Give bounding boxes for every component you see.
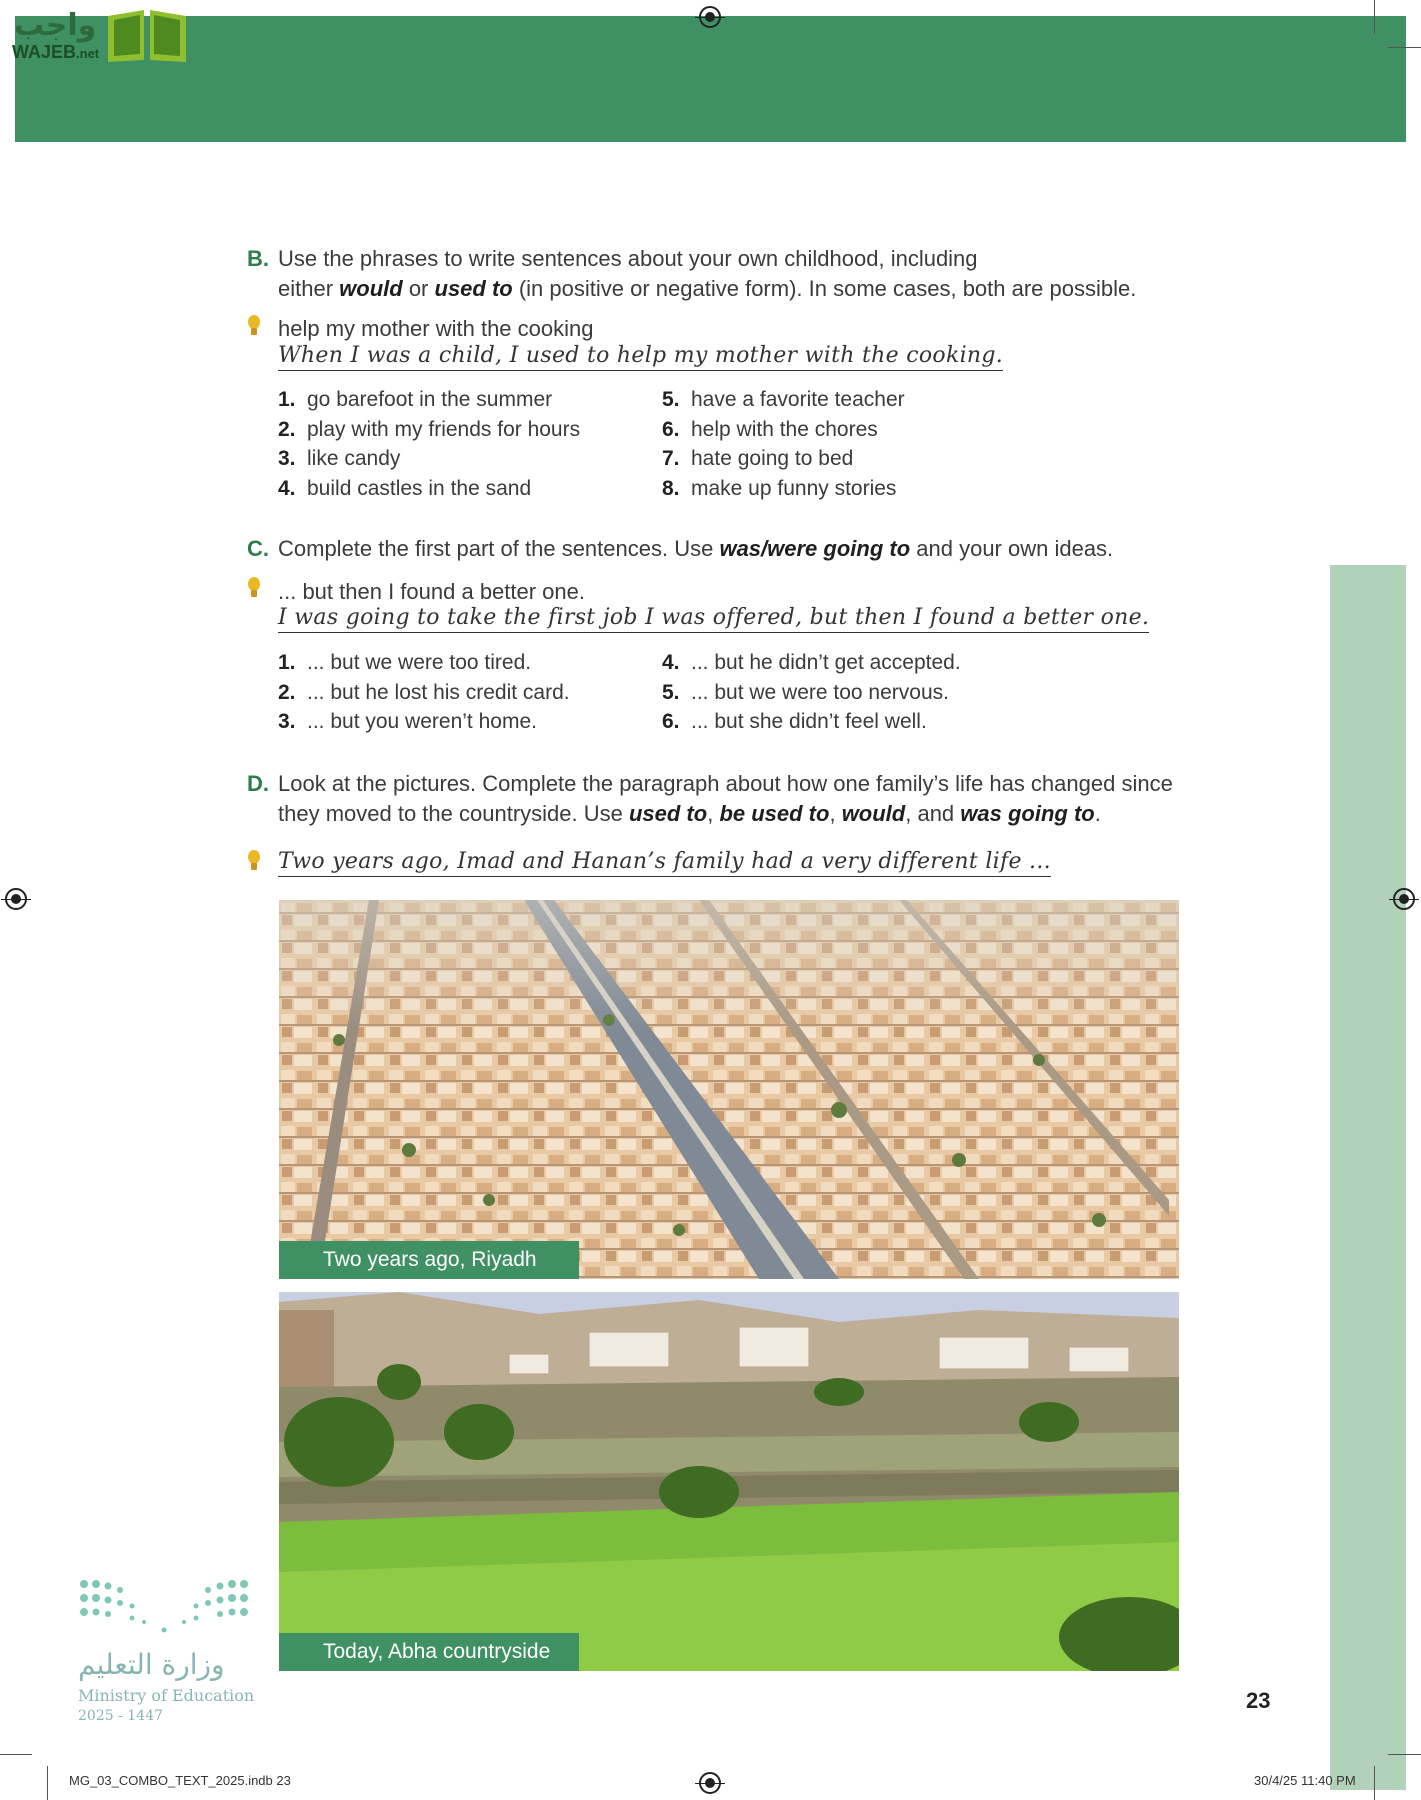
photo-caption: Two years ago, Riyadh <box>279 1241 579 1279</box>
exercise-b-example-answer: When I was a child, I used to help my mother with the cooking. <box>278 343 1003 371</box>
exercise-d-example-answer: Two years ago, Imad and Hanan’s family had a very different life ... <box>278 849 1051 877</box>
exercise-c-example-prompt: ... but then I found a better one. <box>278 579 586 604</box>
ministry-name-arabic: وزارة التعليم <box>78 1648 225 1681</box>
list-item: 4. ... but he didn’t get accepted. <box>662 651 961 674</box>
list-item: 2. play with my friends for hours <box>278 417 581 441</box>
list-item: 7. hate going to bed <box>662 447 854 470</box>
exercise-c-letter: C. <box>247 536 269 561</box>
city-aerial-image <box>279 900 1179 1279</box>
ministry-dots-logo-icon <box>78 1578 250 1636</box>
list-item: 6. help with the chores <box>662 417 878 441</box>
riyadh-city-photo <box>279 900 1179 1279</box>
registration-mark-icon <box>699 6 721 28</box>
lightbulb-icon <box>247 315 261 337</box>
crop-mark <box>0 1754 32 1755</box>
slug-date: 30/4/25 11:40 PM <box>1254 1773 1356 1788</box>
logo-wordmark: WAJEB.net <box>12 42 100 62</box>
logo-arabic: واجب <box>14 8 97 43</box>
list-item: 4. build castles in the sand <box>278 476 532 500</box>
exercise-c-example-answer: I was going to take the first job I was offered, but then I found a better one. <box>278 605 1149 633</box>
registration-mark-icon <box>1393 888 1415 910</box>
crop-mark <box>1374 1766 1375 1800</box>
exercise-c-instructions: C. Complete the first part of the sentences. Use was/were going to and your own ideas. <box>247 534 1207 564</box>
countryside-image <box>279 1292 1179 1671</box>
crop-mark <box>1388 1754 1421 1755</box>
abha-countryside-photo <box>279 1292 1179 1671</box>
exercise-d-letter: D. <box>247 771 269 796</box>
exercise-b-list-right <box>662 385 905 503</box>
list-item: 1. ... but we were too tired. <box>278 651 532 674</box>
list-item: 8. make up funny stories <box>662 476 897 500</box>
exercise-b-instructions: B. Use the phrases to write sentences about your own childhood, including either would or used to (in positive or negative form). In some cases, both are possible. <box>247 246 1137 301</box>
header-band <box>15 16 1406 142</box>
registration-mark-icon <box>699 1772 721 1794</box>
exercise-b-list-left <box>278 385 580 503</box>
slug-file-name: MG_03_COMBO_TEXT_2025.indb 23 <box>69 1773 291 1788</box>
list-item: 5. ... but we were too nervous. <box>662 680 949 704</box>
exercise-b-letter: B. <box>247 246 269 271</box>
exercise-c-list-left <box>278 648 570 737</box>
list-item: 2. ... but he lost his credit card. <box>278 680 570 704</box>
exercise-d-instructions: D. Look at the pictures. Complete the paragraph about how one family’s life has changed since they moved to the countryside. Use used to, be used to, would, and was going to. <box>247 771 1173 826</box>
ministry-name-english: Ministry of Education <box>78 1686 255 1705</box>
exercise-b-example-prompt: help my mother with the cooking <box>278 316 594 341</box>
exercise-c-list-right <box>662 648 961 737</box>
book-logo-icon <box>106 6 188 64</box>
page-number: 23 <box>1246 1688 1271 1713</box>
photo-caption: Today, Abha countryside <box>279 1633 579 1671</box>
list-item: 3. ... but you weren’t home. <box>278 710 537 733</box>
crop-mark <box>47 1766 48 1800</box>
crop-mark <box>1374 0 1375 34</box>
lightbulb-icon <box>247 577 261 599</box>
list-item: 5. have a favorite teacher <box>662 388 905 411</box>
list-item: 1. go barefoot in the summer <box>278 388 553 411</box>
side-band <box>1330 565 1406 1790</box>
list-item: 6. ... but she didn’t feel well. <box>662 710 927 733</box>
crop-mark <box>1388 47 1421 48</box>
lightbulb-icon <box>247 850 261 872</box>
list-item: 3. like candy <box>278 447 401 470</box>
registration-mark-icon <box>5 888 27 910</box>
ministry-years: 2025 - 1447 <box>78 1708 163 1724</box>
